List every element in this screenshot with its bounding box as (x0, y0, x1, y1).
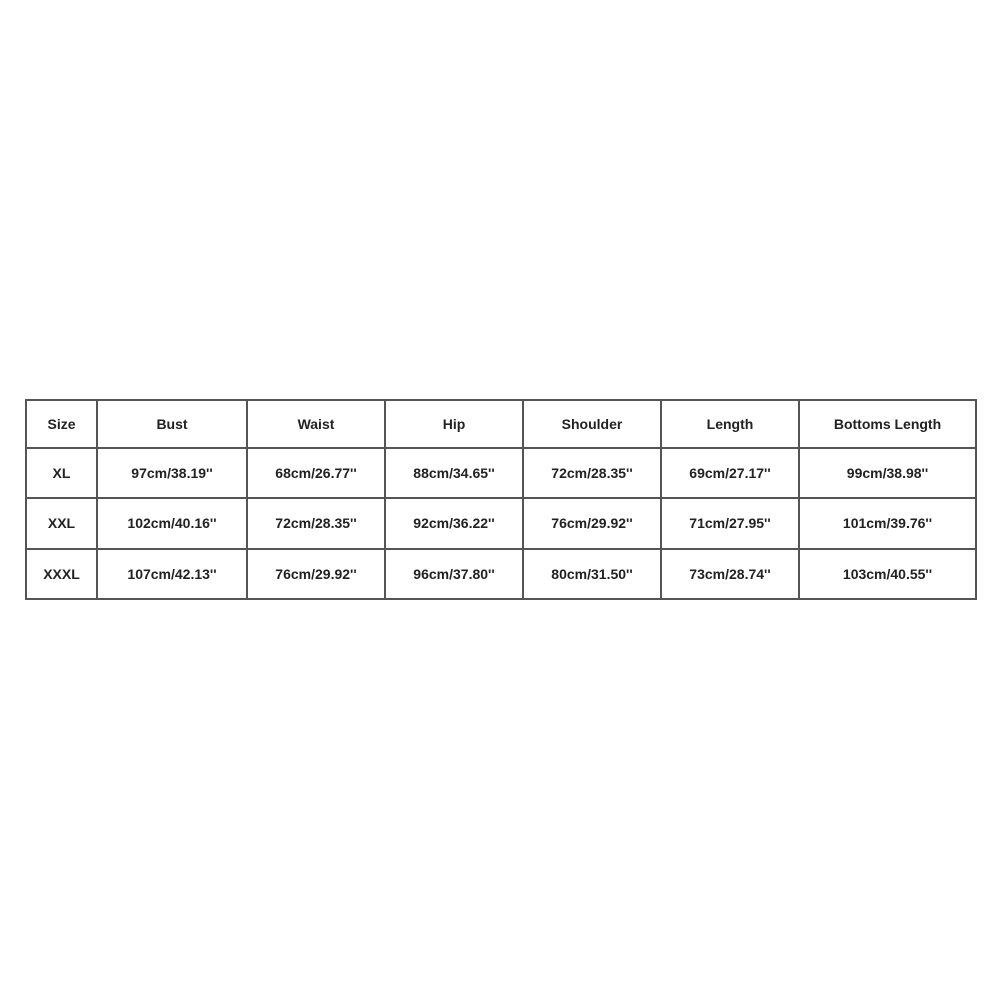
cell-hip: 88cm/34.65'' (385, 448, 523, 498)
table-row (26, 448, 976, 498)
cell-shoulder: 76cm/29.92'' (523, 498, 661, 548)
cell-bottoms-length: 99cm/38.98'' (799, 448, 976, 498)
header-bottoms-length: Bottoms Length (799, 400, 976, 448)
header-size: Size (26, 400, 97, 448)
header-shoulder: Shoulder (523, 400, 661, 448)
cell-shoulder: 80cm/31.50'' (523, 549, 661, 599)
cell-waist: 72cm/28.35'' (247, 498, 385, 548)
header-bust: Bust (97, 400, 247, 448)
cell-length: 73cm/28.74'' (661, 549, 799, 599)
cell-bust: 102cm/40.16'' (97, 498, 247, 548)
cell-size: XXL (26, 498, 97, 548)
cell-bust: 107cm/42.13'' (97, 549, 247, 599)
header-row (26, 400, 976, 448)
header-hip: Hip (385, 400, 523, 448)
cell-bottoms-length: 103cm/40.55'' (799, 549, 976, 599)
cell-size: XL (26, 448, 97, 498)
size-chart-table (25, 399, 977, 600)
table-row (26, 498, 976, 548)
cell-bust: 97cm/38.19'' (97, 448, 247, 498)
header-waist: Waist (247, 400, 385, 448)
cell-length: 69cm/27.17'' (661, 448, 799, 498)
cell-hip: 92cm/36.22'' (385, 498, 523, 548)
cell-hip: 96cm/37.80'' (385, 549, 523, 599)
cell-shoulder: 72cm/28.35'' (523, 448, 661, 498)
cell-bottoms-length: 101cm/39.76'' (799, 498, 976, 548)
table-row (26, 549, 976, 599)
cell-waist: 76cm/29.92'' (247, 549, 385, 599)
cell-size: XXXL (26, 549, 97, 599)
header-length: Length (661, 400, 799, 448)
cell-waist: 68cm/26.77'' (247, 448, 385, 498)
cell-length: 71cm/27.95'' (661, 498, 799, 548)
